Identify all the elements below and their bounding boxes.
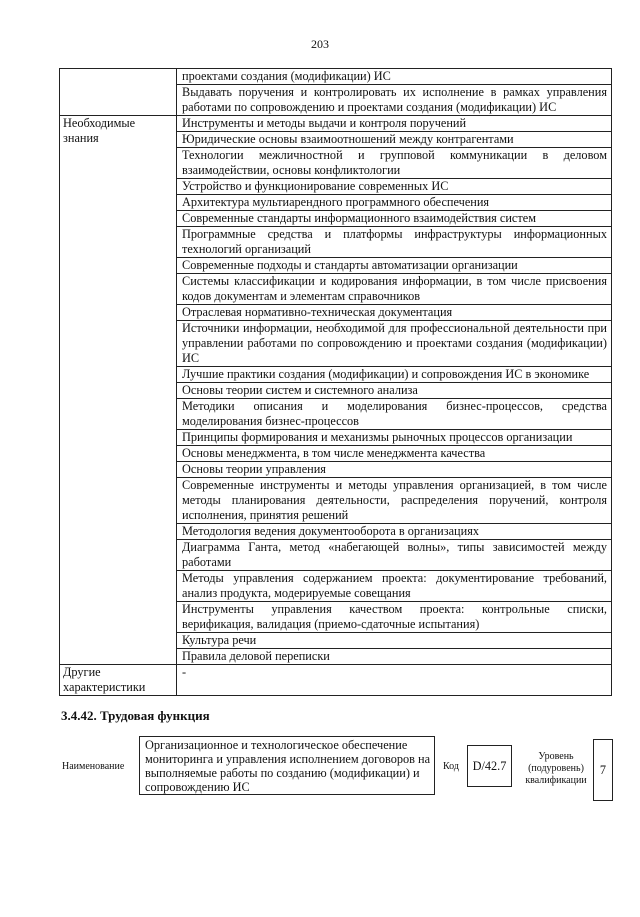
requirement-cell: Программные средства и платформы инфраструктуры информационных технологий организаций [177, 227, 612, 258]
requirement-cell: Технологии межличностной и групповой коммуникации в деловом взаимодействии, основы конфликтологии [177, 148, 612, 179]
name-label: Наименование [62, 761, 125, 772]
requirement-cell: Архитектура мультиарендного программного обеспечения [177, 195, 612, 211]
requirement-cell: Источники информации, необходимой для профессиональной деятельности при управлении работами по сопровождению и проектами создания (модификации) ИС [177, 321, 612, 367]
requirement-cell: Основы теории систем и системного анализа [177, 383, 612, 399]
requirement-cell: проектами создания (модификации) ИС [177, 69, 612, 85]
section-title: 3.4.42. Трудовая функция [61, 708, 210, 723]
table-row [60, 665, 612, 696]
requirement-cell: Лучшие практики создания (модификации) и сопровождения ИС в экономике [177, 367, 612, 383]
requirement-cell: Инструменты и методы выдачи и контроля поручений [177, 116, 612, 132]
requirement-cell: Инструменты управления качеством проекта: контрольные списки, верификация, валидация (приемо-сдаточные испытания) [177, 602, 612, 633]
requirement-cell: Методология ведения документооборота в организациях [177, 524, 612, 540]
table-row [60, 69, 612, 85]
requirement-cell: Правила деловой переписки [177, 649, 612, 665]
level-label: Уровень (подуровень) квалификации [525, 751, 587, 786]
requirement-cell: Современные подходы и стандарты автоматизации организации [177, 258, 612, 274]
level-value: 7 [593, 739, 613, 801]
category-cell-other: Другие характеристики [60, 665, 177, 696]
requirement-cell: - [177, 665, 612, 696]
requirement-cell: Основы теории управления [177, 462, 612, 478]
requirement-cell: Культура речи [177, 633, 612, 649]
requirement-cell: Устройство и функционирование современных ИС [177, 179, 612, 195]
code-label: Код [443, 761, 459, 772]
requirement-cell: Юридические основы взаимоотношений между контрагентами [177, 132, 612, 148]
requirement-cell: Диаграмма Ганта, метод «набегающей волны», типы зависимостей между работами [177, 540, 612, 571]
requirement-cell: Выдавать поручения и контролировать их исполнение в рамках управления работами по сопровождению и проектами создания (модификации) ИС [177, 85, 612, 116]
requirement-cell: Современные стандарты информационного взаимодействия систем [177, 211, 612, 227]
requirement-cell: Отраслевая нормативно-техническая документация [177, 305, 612, 321]
requirement-cell: Системы классификации и кодирования информации, в том числе присвоения кодов документам и элементам справочников [177, 274, 612, 305]
requirement-cell: Принципы формирования и механизмы рыночных процессов организации [177, 430, 612, 446]
requirement-cell: Современные инструменты и методы управления организацией, в том числе методы планирования деятельности, распределения поручений, контроля исполнения, принятия решений [177, 478, 612, 524]
requirement-cell: Основы менеджмента, в том числе менеджмента качества [177, 446, 612, 462]
requirement-cell: Методики описания и моделирования бизнес-процессов, средства моделирования бизнес-процессов [177, 399, 612, 430]
code-value: D/42.7 [467, 745, 512, 787]
category-cell [60, 69, 177, 116]
category-cell-knowledge: Необходимые знания [60, 116, 177, 665]
table-row [60, 116, 612, 132]
page-number: 203 [311, 37, 329, 51]
function-name-value: Организационное и технологическое обеспечение мониторинга и управления исполнением договоров на выполняемые работы по созданию (модификации) и сопровождению ИС [139, 736, 435, 795]
requirement-cell: Методы управления содержанием проекта: документирование требований, анализ продукта, модерируемые совещания [177, 571, 612, 602]
requirements-table [59, 68, 612, 696]
